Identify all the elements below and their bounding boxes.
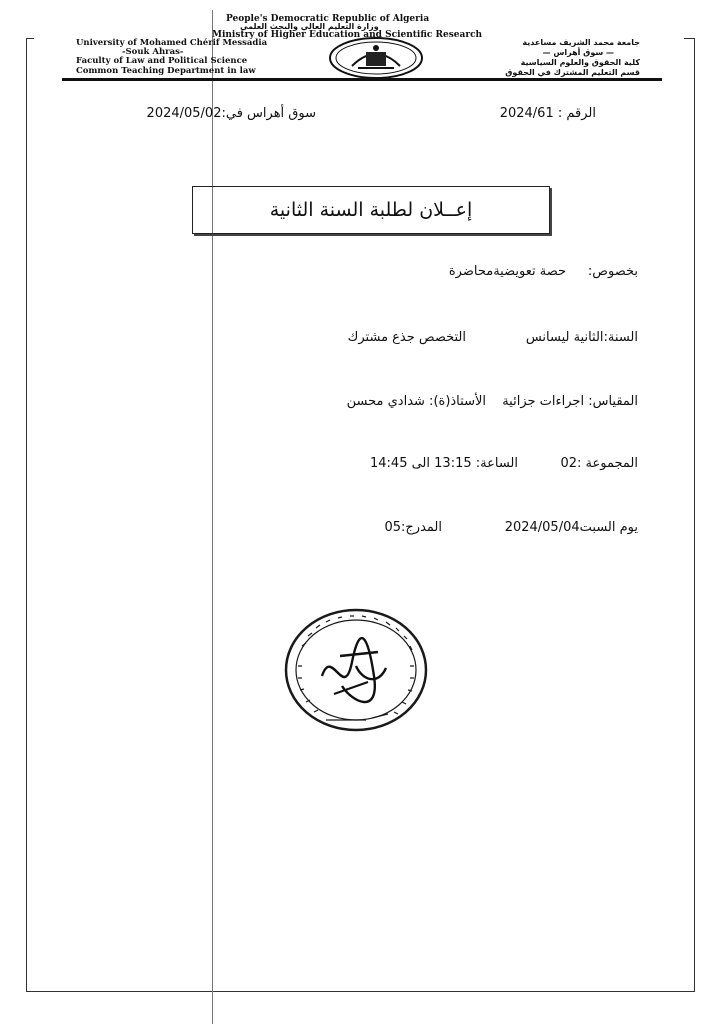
official-stamp-icon [282,606,430,734]
page-border-top-right [684,38,695,39]
time-field: الساعة: 13:15 الى 14:45 [370,456,518,471]
header-ministry: Ministry of Higher Education and Scientific Research [212,30,483,40]
year-field: السنة:الثانية ليسانس [525,330,638,345]
subject-value: حصة تعويضيةمحاضرة [448,264,566,279]
module-field: المقياس: اجراءات جزائية [502,394,638,409]
header-ministry-ar: وزارة التعليم العالي والبحث العلمي [240,22,379,31]
page-border-bottom [26,991,695,992]
header-faculty: Faculty of Law and Political Science [76,56,248,66]
header-university-ar: جامعة محمد الشريف مساعدية [522,38,640,47]
professor-field: الأستاذ(ة): شدادي محسن [346,394,486,409]
specialty-field: التخصص جذع مشترك [347,330,466,345]
header-city-ar: — سوق أهراس — [542,48,614,57]
page-border-left [26,38,27,992]
group-field: المجموعة :02 [560,456,638,471]
page-border-top-left [26,38,34,39]
header-department: Common Teaching Department in law [76,66,256,76]
day-field: يوم السبت2024/05/04 [504,520,638,535]
announcement-title-box [192,186,550,234]
place-date: سوق أهراس في:2024/05/02 [146,106,316,121]
header-university: University of Mohamed Chérif Messadia [76,38,268,48]
subject-label: بخصوص: [587,264,638,279]
header-department-ar: قسم التعليم المشترك في الحقوق [505,68,640,77]
header-separator [62,78,662,81]
reference-number: الرقم : 2024/61 [499,106,596,121]
scan-fold-line [212,10,213,1024]
university-emblem-icon [328,36,424,80]
header-country: People's Democratic Republic of Algeria [226,14,430,24]
announcement-title: إعــلان لطلبة السنة الثانية [269,199,473,221]
header-city: -Souk Ahras- [122,47,184,57]
hall-field: المدرج:05 [384,520,442,535]
header-faculty-ar: كلية الحقوق والعلوم السياسية [520,58,640,67]
page-border-right [694,38,695,992]
